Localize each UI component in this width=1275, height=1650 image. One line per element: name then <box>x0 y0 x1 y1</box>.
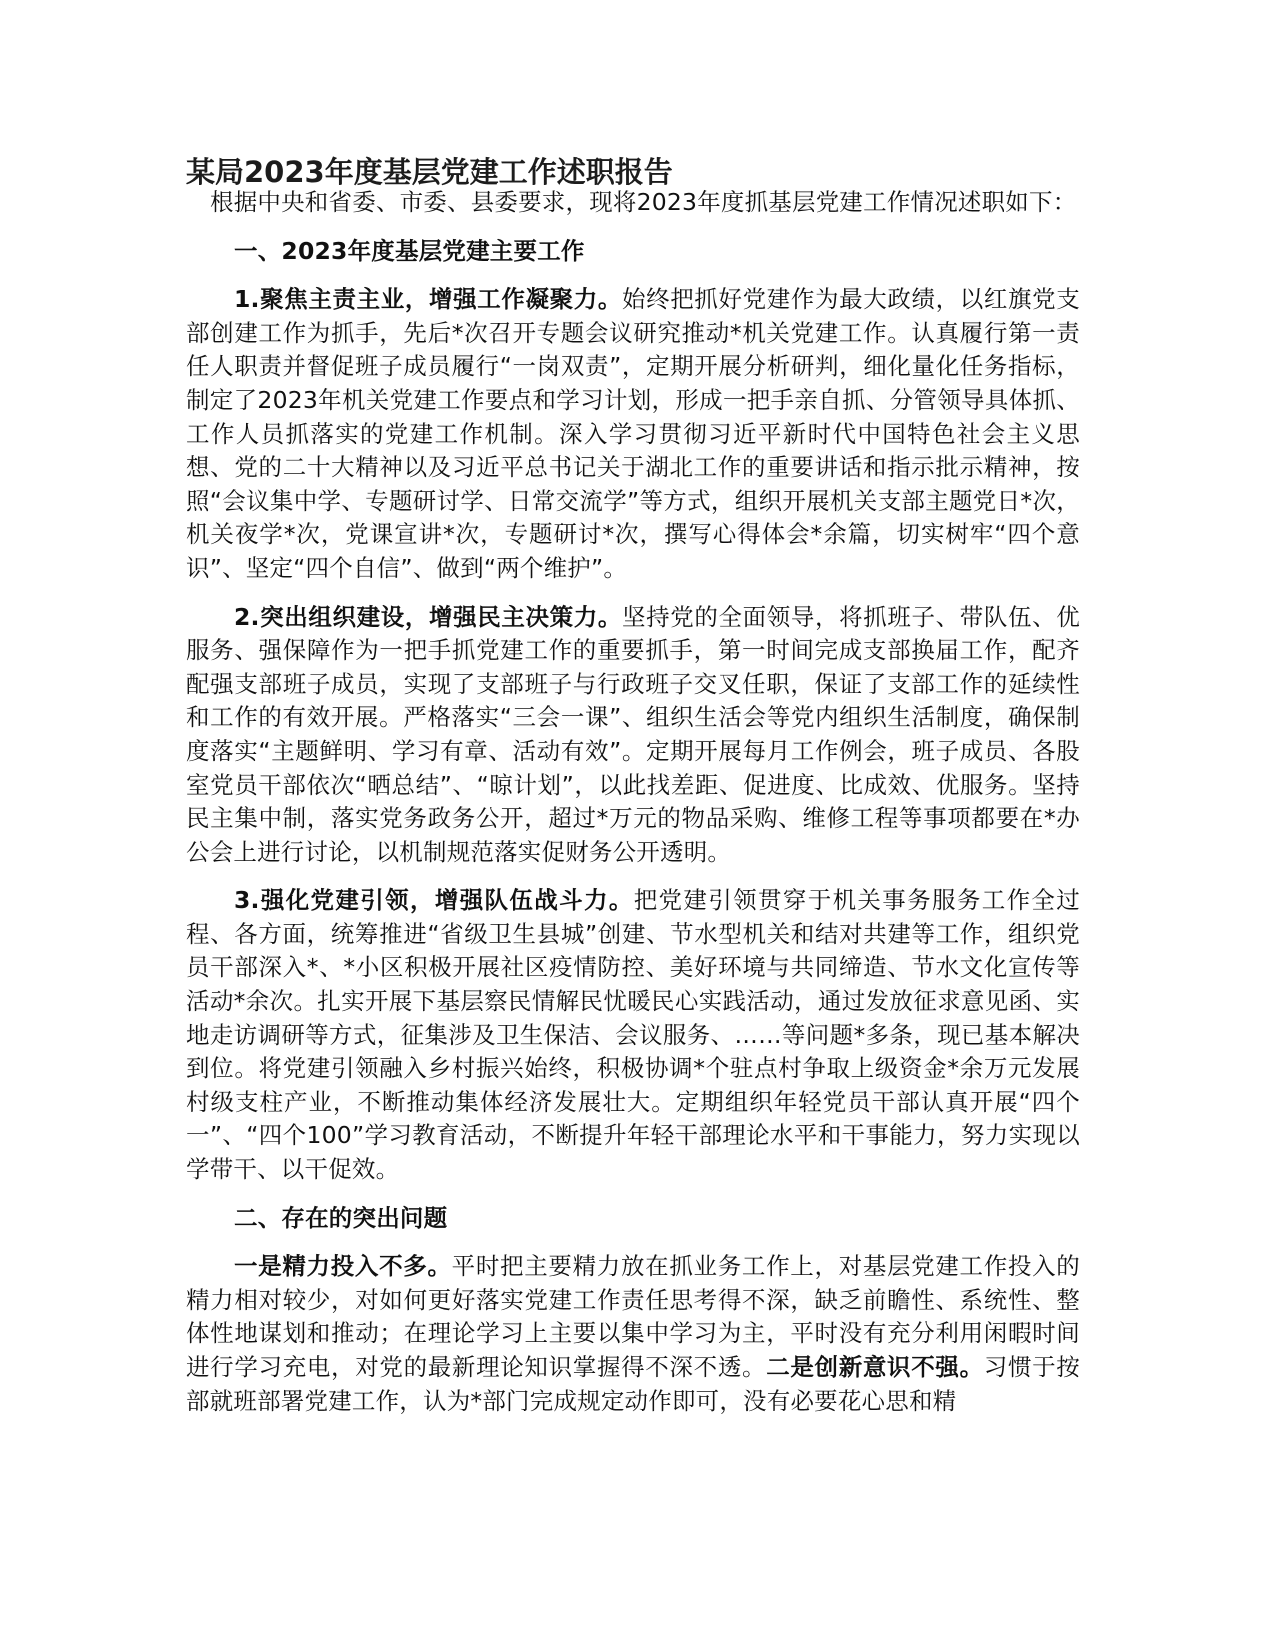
problem-1-body: 平时把主要精力放在抓业务工作上，对基层党建工作投入的精力相对较少，对如何更好落实党建工作责任思考得不深，缺乏前瞻性、系统性、整体性地谋划和推动；在理论学习上主要以集中学习为主，平时没有充分利用闲暇时间进行学习充电，对党的最新理论知识掌握得不深不透。 <box>186 1252 1080 1381</box>
work-item-2-body: 坚持党的全面领导，将抓班子、带队伍、优服务、强保障作为一把手抓党建工作的重要抓手，第一时间完成支部换届工作，配齐配强支部班子成员，实现了支部班子与行政班子交叉任职，保证了支部工作的延续性和工作的有效开展。严格落实“三会一课”、组织生活会等党内组织生活制度，确保制度落实“主题鲜明、学习有章、活动有效”。定期开展每月工作例会，班子成员、各股室党员干部依次“晒总结”、“晾计划”，以此找差距、促进度、比成效、优服务。坚持民主集中制，落实党务政务公开，超过*万元的物品采购、维修工程等事项都要在*办公会上进行讨论，以机制规范落实促财务公开透明。 <box>186 602 1080 866</box>
work-item-3 <box>186 884 1080 1186</box>
work-item-1-lead: 1.聚焦主责主业，增强工作凝聚力。 <box>234 285 623 314</box>
work-item-3-lead: 3.强化党建引领，增强队伍战斗力。 <box>234 886 634 915</box>
intro-paragraph: 根据中央和省委、市委、县委要求，现将2023年度抓基层党建工作情况述职如下： <box>210 188 1077 216</box>
problem-2-body: 习惯于按部就班部署党建工作，认为*部门完成规定动作即可，没有必要花心思和精 <box>186 1353 1080 1415</box>
document-body <box>186 186 1080 1418</box>
problem-1-lead: 一是精力投入不多。 <box>234 1252 452 1281</box>
work-item-1 <box>186 283 1080 585</box>
section-heading-1: 一、2023年度基层党建主要工作 <box>234 236 585 265</box>
document-title: 某局2023年度基层党建工作述职报告 <box>186 155 673 189</box>
work-item-3-body: 把党建引领贯穿于机关事务服务工作全过程、各方面，统筹推进“省级卫生县城”创建、节水型机关和结对共建等工作，组织党员干部深入*、*小区积极开展社区疫情防控、美好环境与共同缔造、节水文化宣传等活动*余次。扎实开展下基层察民情解民忧暖民心实践活动，通过发放征求意见函、实地走访调研等方式，征集涉及卫生保洁、会议服务、……等问题*多条，现已基本解决到位。将党建引领融入乡村振兴始终，积极协调*个驻点村争取上级资金*余万元发展村级支柱产业，不断推动集体经济发展壮大。定期组织年轻党员干部认真开展“四个一”、“四个100”学习教育活动，不断提升年轻干部理论水平和干事能力，努力实现以学带干、以干促效。 <box>186 886 1080 1184</box>
work-item-2 <box>186 601 1080 870</box>
work-item-2-lead: 2.突出组织建设，增强民主决策力。 <box>234 602 623 631</box>
problem-2-lead: 二是创新意识不强。 <box>766 1353 984 1381</box>
work-item-1-body: 始终把抓好党建作为最大政绩，以红旗党支部创建工作为抓手，先后*次召开专题会议研究推动*机关党建工作。认真履行第一责任人职责并督促班子成员履行“一岗双责”，定期开展分析研判，细化量化任务指标，制定了2023年机关党建工作要点和学习计划，形成一把手亲自抓、分管领导具体抓、工作人员抓落实的党建工作机制。深入学习贯彻习近平新时代中国特色社会主义思想、党的二十大精神以及习近平总书记关于湖北工作的重要讲话和指示批示精神，按照“会议集中学、专题研讨学、日常交流学”等方式，组织开展机关支部主题党日*次，机关夜学*次，党课宣讲*次，专题研讨*次，撰写心得体会*余篇，切实树牢“四个意识”、坚定“四个自信”、做到“两个维护”。 <box>186 285 1080 582</box>
section-heading-2: 二、存在的突出问题 <box>234 1203 448 1232</box>
problem-paragraph <box>186 1250 1080 1418</box>
